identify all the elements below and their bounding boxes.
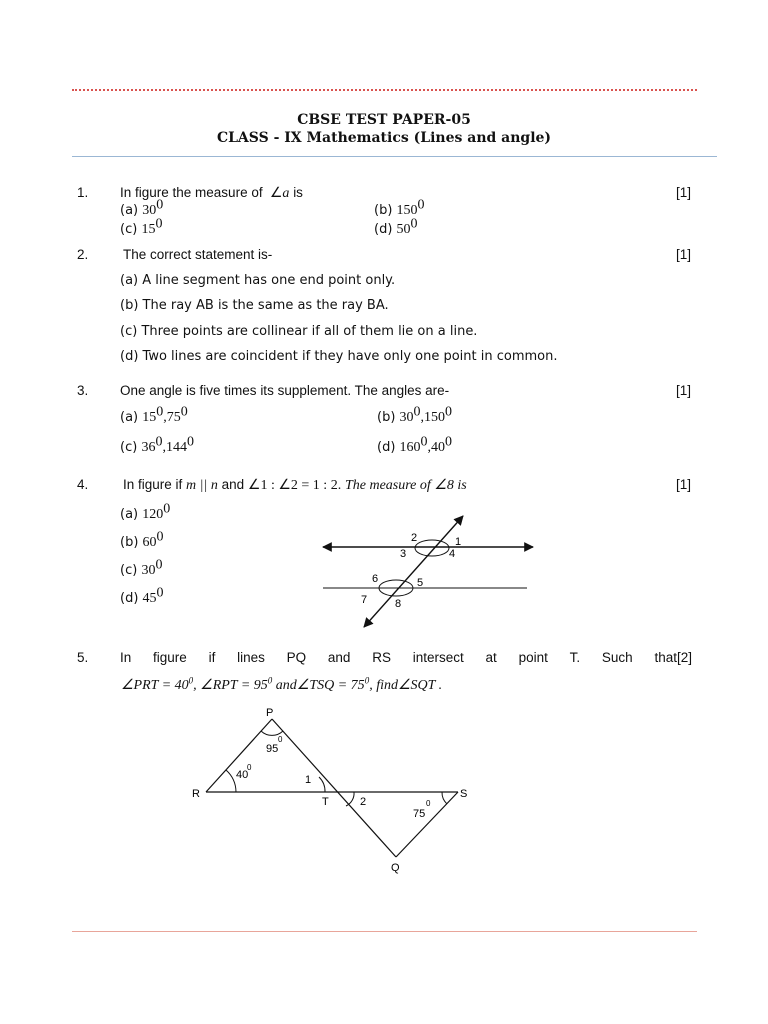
angle-value: 75 — [413, 808, 426, 820]
degree-mark: 0 — [247, 763, 252, 772]
point-label: T — [322, 796, 329, 808]
option: (c) $30^0$ — [120, 557, 163, 578]
intersecting-lines-figure — [190, 705, 480, 875]
angle-arc-r — [226, 770, 236, 792]
angle-label: 2 — [411, 532, 418, 544]
angle-value: 95 — [266, 743, 279, 755]
question-number: 2. — [77, 247, 89, 262]
question-marks: [1] — [676, 477, 692, 492]
question-4-text: In figure if m || n and ∠1 : ∠2 = 1 : 2. The measure of ∠8 is — [123, 477, 467, 493]
question-number: 4. — [77, 477, 89, 492]
option: (d) $160^0,40^0$ — [377, 434, 453, 455]
question-marks: [1] — [676, 383, 692, 398]
question-number: 3. — [77, 383, 89, 398]
question-3-text: One angle is five times its supplement. The angles are- — [120, 383, 450, 398]
option: (a) A line segment has one end point only. — [120, 273, 396, 288]
line-rp — [206, 719, 272, 792]
point-label: R — [192, 788, 200, 800]
angle-arc-1 — [319, 777, 325, 792]
option: (a) $120^0$ — [120, 501, 171, 522]
question-5-text: In figure if lines PQ and RS intersect at point T. Such that — [120, 650, 677, 665]
angle-label: 3 — [400, 548, 407, 560]
point-label: Q — [391, 862, 400, 874]
question-number: 1. — [77, 185, 89, 200]
option: (c) $15^0$ — [120, 216, 163, 237]
question-number: 5. — [77, 650, 89, 665]
paper-title: CBSE TEST PAPER-05 — [297, 112, 471, 128]
option: (c) $36^0,144^0$ — [120, 434, 194, 455]
option: (d) Two lines are coincident if they have only one point in common. — [120, 349, 558, 364]
question-marks: [1] — [676, 185, 692, 200]
point-label: P — [266, 707, 274, 719]
option: (d) $50^0$ — [374, 216, 418, 237]
option: (a) $30^0$ — [120, 197, 164, 218]
angle-label: 5 — [417, 577, 424, 589]
degree-mark: 0 — [278, 735, 283, 744]
paper-subtitle: CLASS - IX Mathematics (Lines and angle) — [216, 130, 552, 146]
angle-label: 8 — [395, 598, 402, 610]
point-label: S — [460, 788, 468, 800]
header-divider — [72, 89, 697, 91]
angle-arcs-top — [415, 540, 449, 556]
angle-value: 1 — [305, 774, 312, 786]
title-divider — [72, 156, 717, 157]
angle-value: 2 — [360, 796, 367, 808]
angle-value: 40 — [236, 769, 249, 781]
angle-label: 1 — [455, 536, 462, 548]
angle-label: 4 — [449, 548, 456, 560]
angle-label: 7 — [361, 594, 368, 606]
option: (b) $30^0,150^0$ — [377, 404, 453, 425]
parallel-lines-figure — [318, 510, 543, 635]
option: (b) $150^0$ — [374, 197, 425, 218]
question-marks: [2] — [677, 650, 693, 665]
line-pq — [272, 719, 396, 857]
option: (b) $60^0$ — [120, 529, 164, 550]
option: (c) Three points are collinear if all of them lie on a line. — [120, 324, 478, 339]
option: (b) The ray AB is the same as the ray BA. — [120, 298, 389, 313]
angle-arc-2 — [346, 792, 354, 806]
angle-arc-s — [442, 792, 447, 804]
question-marks: [1] — [676, 247, 692, 262]
footer-divider — [72, 931, 697, 932]
option: (a) $15^0,75^0$ — [120, 404, 188, 425]
degree-mark: 0 — [426, 799, 431, 808]
question-5-condition: ∠PRT = $40^0$, ∠RPT = $95^0$ and∠TSQ = $75^0$, find∠SQT . — [121, 675, 443, 693]
angle-label: 6 — [372, 573, 379, 585]
question-1-text: In figure the measure of ∠a is — [120, 185, 303, 201]
option: (d) $45^0$ — [120, 585, 164, 606]
question-2-text: The correct statement is- — [123, 247, 273, 262]
